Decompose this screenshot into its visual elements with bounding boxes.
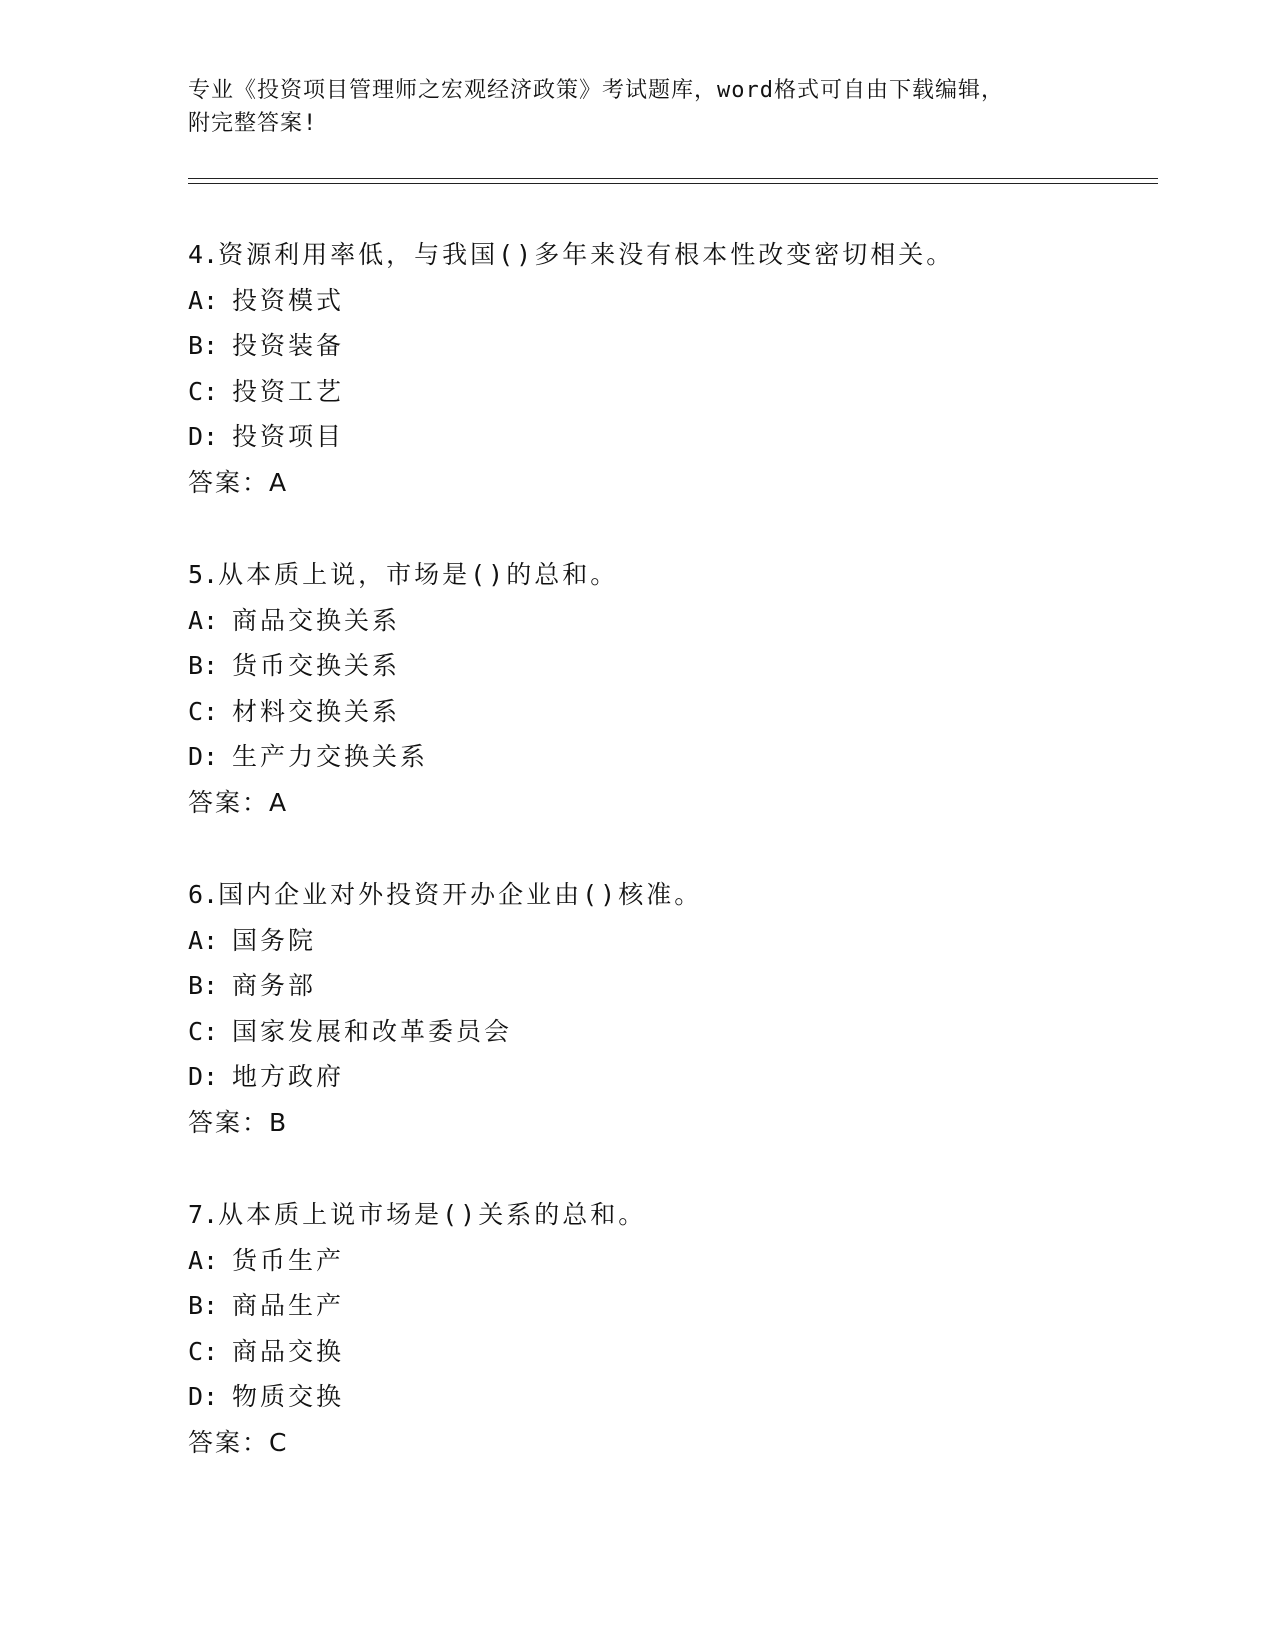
- option-b: [188, 1283, 1158, 1329]
- option-label: D:: [188, 742, 219, 771]
- option-text: 货币交换关系: [232, 651, 401, 680]
- header-line-2: 附完整答案!: [188, 111, 318, 136]
- answer-value: C: [269, 1427, 288, 1457]
- question-number: 7.: [188, 1200, 219, 1229]
- option-label: A:: [188, 605, 219, 635]
- answer-line: [188, 1420, 1158, 1466]
- question-text: 资源利用率低，与我国()多年来没有根本性改变密切相关。: [218, 240, 955, 269]
- option-text: 材料交换关系: [232, 696, 401, 726]
- option-label: D:: [188, 1382, 219, 1411]
- answer-line: [188, 460, 1158, 506]
- header-divider-top: [188, 178, 1158, 179]
- question-number: 4.: [188, 240, 219, 269]
- option-a: [188, 598, 1158, 644]
- option-label: A:: [188, 1245, 219, 1275]
- option-d: [188, 734, 1158, 780]
- answer-label: 答案：: [188, 467, 270, 497]
- option-d: [188, 1374, 1158, 1420]
- question-6: [188, 872, 1158, 1145]
- option-label: C:: [188, 1016, 219, 1046]
- option-label: B:: [188, 331, 219, 360]
- option-text: 投资模式: [232, 285, 345, 315]
- answer-line: [188, 1100, 1158, 1146]
- option-text: 投资工艺: [232, 376, 345, 406]
- option-label: B:: [188, 651, 219, 680]
- option-text: 生产力交换关系: [232, 742, 429, 771]
- option-label: C:: [188, 1336, 219, 1366]
- question-text: 从本质上说市场是()关系的总和。: [218, 1200, 647, 1229]
- header-divider-bottom: [188, 183, 1158, 184]
- option-text: 商品生产: [232, 1291, 345, 1320]
- answer-line: [188, 780, 1158, 826]
- option-label: B:: [188, 1291, 219, 1320]
- option-text: 物质交换: [232, 1382, 345, 1411]
- option-text: 商品交换: [232, 1336, 345, 1366]
- option-c: [188, 369, 1158, 415]
- answer-label: 答案：: [188, 787, 270, 817]
- question-stem: [188, 232, 1158, 278]
- option-c: [188, 1329, 1158, 1375]
- option-d: [188, 414, 1158, 460]
- option-c: [188, 1009, 1158, 1055]
- option-a: [188, 1238, 1158, 1284]
- option-text: 商务部: [232, 971, 317, 1000]
- answer-value: A: [269, 787, 288, 817]
- option-a: [188, 918, 1158, 964]
- option-b: [188, 963, 1158, 1009]
- document-header: [188, 74, 1088, 140]
- option-c: [188, 689, 1158, 735]
- option-label: D:: [188, 422, 219, 451]
- option-text: 地方政府: [232, 1062, 345, 1091]
- option-text: 投资装备: [232, 331, 345, 360]
- question-5: [188, 552, 1158, 825]
- answer-value: B: [269, 1107, 288, 1137]
- question-stem: [188, 552, 1158, 598]
- header-line-1: 专业《投资项目管理师之宏观经济政策》考试题库，word格式可自由下载编辑，: [188, 78, 1004, 103]
- answer-label: 答案：: [188, 1107, 270, 1137]
- option-b: [188, 323, 1158, 369]
- option-label: B:: [188, 971, 219, 1000]
- option-a: [188, 278, 1158, 324]
- option-text: 国家发展和改革委员会: [232, 1016, 513, 1046]
- option-text: 国务院: [232, 925, 317, 955]
- question-stem: [188, 872, 1158, 918]
- option-text: 商品交换关系: [232, 605, 401, 635]
- question-7: [188, 1192, 1158, 1465]
- option-label: A:: [188, 925, 219, 955]
- question-text: 国内企业对外投资开办企业由()核准。: [218, 880, 703, 909]
- option-label: C:: [188, 376, 219, 406]
- question-number: 5.: [188, 560, 219, 589]
- option-label: C:: [188, 696, 219, 726]
- option-text: 投资项目: [232, 422, 345, 451]
- answer-label: 答案：: [188, 1427, 270, 1457]
- question-text: 从本质上说，市场是()的总和。: [218, 560, 619, 589]
- question-number: 6.: [188, 880, 219, 909]
- option-label: D:: [188, 1062, 219, 1091]
- option-label: A:: [188, 285, 219, 315]
- question-4: [188, 232, 1158, 505]
- option-text: 货币生产: [232, 1245, 345, 1275]
- option-b: [188, 643, 1158, 689]
- answer-value: A: [269, 467, 288, 497]
- question-stem: [188, 1192, 1158, 1238]
- option-d: [188, 1054, 1158, 1100]
